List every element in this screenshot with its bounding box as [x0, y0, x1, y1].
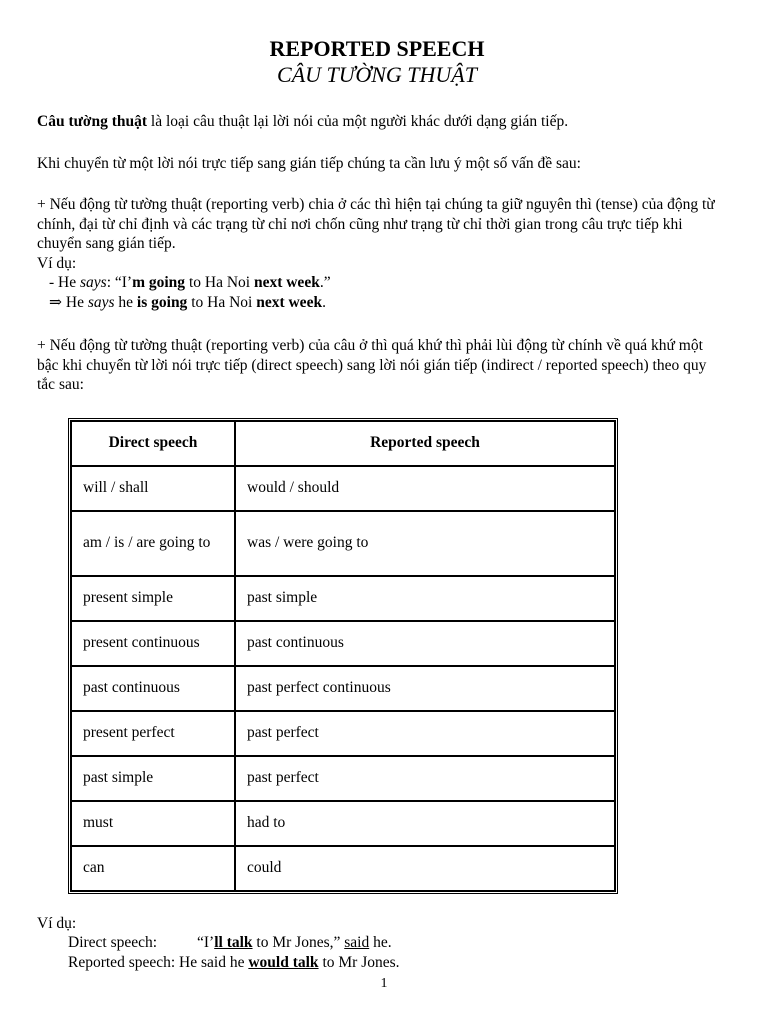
table-row: [71, 711, 615, 756]
tense-shift-table: [68, 418, 618, 894]
example-label: Ví dụ:: [37, 254, 77, 272]
page-title: REPORTED SPEECH: [269, 36, 485, 61]
header-direct-speech: Direct speech: [71, 421, 235, 466]
table-row: [71, 801, 615, 846]
example2-direct-line: [37, 933, 717, 953]
direct-cell: will / shall: [71, 466, 235, 511]
reported-cell: past perfect continuous: [235, 666, 615, 711]
arrow-icon: ⇒: [49, 293, 66, 311]
text-run: he: [114, 293, 137, 311]
reported-cell: past perfect: [235, 711, 615, 756]
example-direct-line: [37, 273, 717, 293]
table-row: [71, 466, 615, 511]
document-page: [37, 36, 717, 972]
rule2-paragraph: + Nếu động từ tường thuật (reporting verb) của câu ở thì quá khứ thì phải lùi động từ chính về quá khứ một bậc khi chuyển từ lời nói trực tiếp (direct speech) sang lời nói gián tiếp (indirect / reported speech) theo quy tắc sau:: [37, 337, 707, 393]
table-row: [71, 576, 615, 621]
text-run-italic: says: [87, 293, 115, 311]
reported-cell: could: [235, 846, 615, 891]
direct-cell: can: [71, 846, 235, 891]
text-run-bold: next week: [253, 274, 320, 291]
direct-cell: am / is / are going to: [71, 511, 235, 576]
text-run: to Ha Noi: [187, 293, 257, 311]
direct-speech-label: Direct speech:: [68, 934, 158, 951]
text-run-bold: is going: [136, 293, 188, 311]
text-run: .”: [319, 274, 331, 291]
text-run-underline: said: [344, 934, 370, 951]
page-number: 1: [380, 976, 388, 991]
text-run: to Mr Jones.: [318, 953, 400, 971]
reported-cell: would / should: [235, 466, 615, 511]
text-run: “I’: [197, 934, 215, 951]
direct-cell: past continuous: [71, 666, 235, 711]
intro-paragraph: [37, 112, 717, 132]
text-run-bold-underline: would talk: [248, 953, 319, 971]
text-run-bold-underline: ll talk: [214, 934, 253, 951]
reported-cell: past perfect: [235, 756, 615, 801]
text-run-bold: next week: [256, 293, 323, 311]
example2-reported-line: [37, 953, 717, 973]
direct-cell: present continuous: [71, 621, 235, 666]
reported-speech-label: Reported speech:: [68, 953, 176, 971]
direct-cell: present perfect: [71, 711, 235, 756]
example-reported-line: [37, 293, 717, 313]
text-run: He said he: [175, 953, 249, 971]
rule1-paragraph: + Nếu động từ tường thuật (reporting verb) chia ở các thì hiện tại chúng ta giữ nguyên thì (tense) của động từ chính, đại từ chỉ định và các trạng từ chỉ nơi chốn cũng như trạng từ chỉ thời gian trong câu trực tiếp khi chuyển sang gián tiếp.: [37, 196, 715, 252]
example2-label: Ví dụ:: [37, 914, 77, 932]
direct-cell: must: [71, 801, 235, 846]
text-run: He: [65, 293, 88, 311]
text-run: to Mr Jones,”: [252, 934, 345, 951]
text-run-italic: says: [80, 274, 107, 291]
table-row: [71, 666, 615, 711]
text-run: he.: [369, 934, 392, 951]
direct-cell: present simple: [71, 576, 235, 621]
page-subtitle: CÂU TƯỜNG THUẬT: [277, 62, 477, 87]
table-header-row: [71, 421, 615, 466]
table-row: [71, 846, 615, 891]
reported-cell: past continuous: [235, 621, 615, 666]
note-paragraph: Khi chuyển từ một lời nói trực tiếp sang gián tiếp chúng ta cần lưu ý một số vấn đề sau:: [37, 154, 581, 172]
text-run: to Ha Noi: [185, 274, 254, 291]
intro-term: Câu tường thuật: [37, 113, 148, 130]
header-reported-speech: Reported speech: [235, 421, 615, 466]
table-row: [71, 621, 615, 666]
text-run-bold: m going: [132, 274, 186, 291]
text-run: : “I’: [106, 274, 133, 291]
table-row: [71, 756, 615, 801]
reported-cell: past simple: [235, 576, 615, 621]
table-row: [71, 511, 615, 576]
intro-text: là loại câu thuật lại lời nói của một người khác dưới dạng gián tiếp.: [147, 113, 569, 130]
reported-cell: was / were going to: [235, 511, 615, 576]
text-run: - He: [49, 274, 80, 291]
reported-cell: had to: [235, 801, 615, 846]
text-run: .: [322, 293, 326, 311]
direct-cell: past simple: [71, 756, 235, 801]
